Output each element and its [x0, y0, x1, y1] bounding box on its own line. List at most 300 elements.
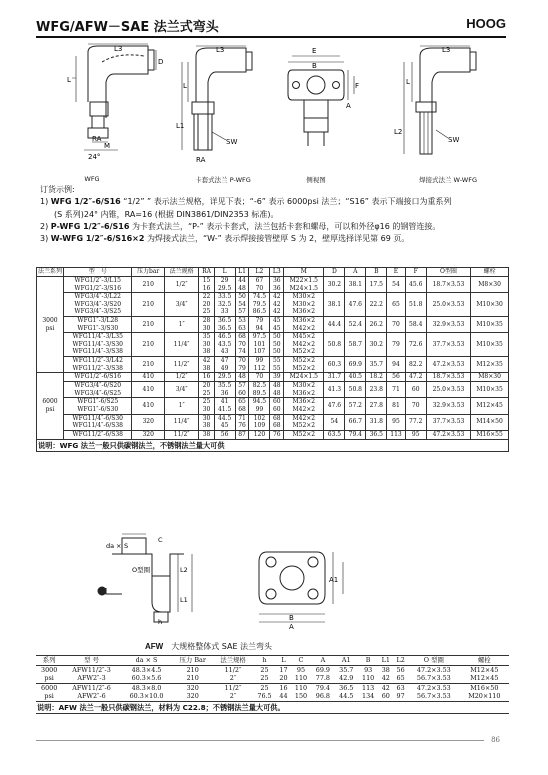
column-header: L1: [235, 268, 249, 277]
d-cell: 63.5: [324, 430, 345, 439]
series-cell: psi: [36, 674, 62, 683]
m-cell-line: M24×1.5: [289, 373, 318, 381]
model-cell-line: WFG3/4″-3/L22: [74, 293, 121, 301]
model-cell-line: WFG1/2″-3/S16: [74, 284, 122, 292]
label-sw: SW: [226, 138, 238, 146]
l-cell-line: 43: [220, 348, 229, 356]
das-cell: 60.3×5.6: [121, 674, 173, 683]
column-header: L2: [393, 656, 408, 666]
a-cell: 57.2: [345, 398, 366, 414]
l2-cell-line: 101: [253, 340, 266, 348]
l3-cell-line: 60: [272, 398, 281, 406]
l1-cell-line: 44: [238, 277, 246, 284]
label-b: B: [289, 614, 294, 622]
m-cell: [284, 316, 324, 332]
l3-cell: [270, 430, 284, 439]
size-cell: 11/2″: [224, 683, 242, 692]
size-cell: 11/2″: [224, 665, 242, 674]
ra-cell-line: 30: [202, 405, 211, 413]
l2-cell-line: 74.5: [252, 293, 267, 301]
l2-cell: [249, 356, 270, 372]
column-header: 法兰系列: [38, 268, 63, 275]
oring-cell: 32.9×3.53: [426, 398, 471, 414]
pressure-cell: 410: [132, 373, 164, 382]
size-cell: 3/4″: [164, 382, 199, 398]
table-row: [36, 665, 509, 674]
l-cell-line: 36: [220, 389, 229, 397]
model-cell: [64, 333, 132, 357]
l-cell: [214, 414, 235, 430]
column-header: 型 号: [64, 268, 132, 277]
l2-cell-line: 89.5: [252, 389, 267, 397]
l1-cell-line: 68: [238, 333, 246, 341]
model-cell: AFW11/2″-3: [72, 665, 111, 674]
d-cell: 60.3: [324, 356, 345, 372]
ra-cell-line: 20: [202, 382, 211, 390]
label-da: da: [106, 542, 115, 550]
table-row: [37, 277, 509, 293]
f-cell: 72.6: [405, 333, 426, 357]
table-row: [36, 674, 509, 683]
l1-cell: 42: [378, 674, 393, 683]
bolt-cell: M16×50: [470, 683, 499, 692]
size-cell: 2″: [213, 674, 253, 683]
l-cell: [214, 373, 235, 382]
column-header: 法兰规格: [213, 656, 253, 666]
oring-cell: 18.7×3.53: [426, 373, 471, 382]
ra-cell-line: 38: [202, 430, 211, 438]
pressure-cell: 320: [186, 683, 199, 692]
bolt-cell: M20×110: [468, 692, 501, 701]
l1-cell-line: 53: [238, 316, 246, 324]
l1-cell-line: 70: [238, 340, 246, 348]
label-l: L: [183, 82, 187, 90]
model-cell-line: WFG1″-3/S30: [77, 324, 119, 332]
oring-cell: 47.2×3.53: [416, 665, 451, 674]
h-cell: 76.5: [257, 692, 272, 701]
model-cell-line: WFG11/4″-3/S38: [72, 348, 123, 356]
l-cell-line: 35.5: [217, 382, 232, 390]
a1-cell: 42.9: [335, 674, 358, 683]
a-cell: 40.5: [345, 373, 366, 382]
l-cell-line: 41: [220, 398, 229, 406]
m-cell-line: M52×2: [292, 430, 316, 438]
m-cell: [284, 356, 324, 372]
table-row: [37, 333, 509, 357]
a-cell: 38.1: [345, 277, 366, 293]
m-cell-line: M52×2: [292, 348, 316, 356]
l2-cell-line: 120: [253, 430, 266, 438]
label-c: C: [158, 536, 163, 544]
e-cell: 95: [387, 414, 406, 430]
model-cell-line: WFG11/4″-6/S38: [72, 422, 123, 430]
l1-cell-line: 71: [238, 414, 246, 422]
label-ra: RA: [196, 156, 206, 164]
l2-cell-line: 109: [253, 422, 266, 430]
size-cell: 1″: [164, 316, 199, 332]
caption-side-view: 侧视图: [306, 176, 326, 184]
f-cell: 47.2: [405, 373, 426, 382]
f-cell: 95: [405, 430, 426, 439]
m-cell-line: M52×2: [292, 364, 316, 372]
oring-cell: 37.7×3.53: [426, 414, 471, 430]
caption-w-wfg: 焊接式法兰 W-WFG: [418, 176, 477, 184]
h-cell: 25: [260, 683, 269, 692]
label-l3: L3: [442, 46, 451, 54]
f-cell: 58.4: [405, 316, 426, 332]
model-cell-line: WFG3/4″-3/S25: [74, 308, 122, 316]
oring-cell: 47.2×3.53: [426, 430, 471, 439]
model-cell: [64, 398, 132, 414]
l2-cell: [249, 277, 270, 293]
l1-cell: 38: [381, 665, 390, 674]
column-header: da × S: [121, 656, 173, 666]
table-header-row: [36, 656, 509, 666]
page-number: 86: [491, 736, 500, 744]
ra-cell-line: 16: [202, 284, 211, 292]
b-cell: 23.8: [366, 382, 387, 398]
model-cell-line: WFG1/2″-3/L15: [74, 277, 121, 284]
l-cell-line: 47: [220, 356, 229, 364]
series-cell: 6000: [41, 683, 58, 692]
column-header: A: [311, 656, 334, 666]
size-cell: 1/2″: [164, 277, 199, 293]
m-cell: [284, 333, 324, 357]
l2-cell: [249, 293, 270, 317]
column-header: 法兰规格: [164, 268, 199, 277]
size-cell: 11/2″: [164, 356, 199, 372]
ra-cell-line: 38: [202, 348, 211, 356]
model-cell: AFW2″-3: [62, 674, 120, 683]
l-cell: 17: [279, 665, 288, 674]
l1-cell-line: 57: [238, 382, 246, 390]
order-line: 3) W-WFG 1/2″-6/S16×2 为焊接式法兰，“W-” 表示焊接接管壁厚 S 为 2，壁厚选择详见第 69 页。: [40, 234, 410, 244]
m-cell: [284, 430, 324, 439]
e-cell: 81: [387, 398, 406, 414]
m-cell-line: M45×2: [292, 333, 316, 341]
column-header: L3: [270, 268, 284, 277]
column-header: A1: [335, 656, 358, 666]
model-cell: AFW2″-6: [77, 692, 106, 701]
bolt-cell: M10×35: [471, 382, 509, 398]
l1-cell: [235, 382, 249, 398]
l2-cell-line: 79: [255, 316, 264, 324]
f-cell: 60: [405, 382, 426, 398]
l2-cell: [249, 430, 270, 439]
m-cell-line: M36×2: [292, 316, 316, 324]
l2-cell-line: 67: [255, 277, 264, 284]
column-header: 螺栓: [471, 268, 509, 277]
l1-cell-line: 63: [238, 324, 246, 332]
m-cell-line: M30×2: [292, 300, 316, 308]
l3-cell-line: 50: [272, 340, 281, 348]
table-row: [37, 356, 509, 372]
b-cell: 30.2: [366, 333, 387, 357]
model-cell: [64, 277, 132, 293]
das-cell: 48.3×8.0: [131, 683, 162, 692]
bolt-cell: M8×30: [471, 373, 509, 382]
l2-cell: 63: [396, 683, 405, 692]
column-header: h: [253, 656, 276, 666]
m-cell-line: M30×2: [292, 382, 316, 390]
afw-section-title: AFW 大规格整体式 SAE 法兰弯头: [145, 642, 273, 651]
m-cell-line: M42×2: [292, 414, 316, 422]
oring-cell: 25.0×3.53: [426, 293, 471, 317]
l2-cell-line: 70: [255, 373, 264, 381]
l1-cell: [235, 277, 249, 293]
pressure-cell: 210: [132, 316, 164, 332]
l3-cell-line: 60: [272, 405, 281, 413]
l3-cell-line: 36: [272, 284, 281, 292]
label-l3: L3: [114, 45, 123, 53]
a-cell: 58.7: [345, 333, 366, 357]
column-header: 型 号: [62, 656, 120, 666]
brand-name: HOOG: [466, 16, 506, 31]
d-cell: 47.6: [324, 398, 345, 414]
l-cell-line: 29.5: [217, 284, 232, 292]
order-heading: 订货示例:: [40, 185, 75, 194]
model-cell-line: WFG11/4″-3/S30: [72, 340, 123, 348]
m-cell-line: M30×2: [292, 293, 316, 301]
l1-cell: 60: [381, 692, 390, 701]
table-row: [37, 414, 509, 430]
m-cell-line: M36×2: [292, 398, 316, 406]
ra-cell: [199, 316, 214, 332]
m-cell-line: M42×2: [292, 324, 316, 332]
m-cell-line: M24×1.5: [289, 284, 318, 292]
column-header: O型圈: [426, 268, 471, 277]
l2-cell: 56: [396, 665, 405, 674]
column-header: O 型圈: [408, 656, 460, 666]
l-cell: [214, 398, 235, 414]
model-cell-line: WFG3/4″-3/S20: [74, 300, 122, 308]
size-cell: 1″: [164, 398, 199, 414]
model-cell-line: WFG11/4″-6/S30: [72, 414, 123, 422]
model-cell: AFW11/2″-6: [72, 683, 111, 692]
side-view-drawing: [282, 42, 362, 167]
l-cell-line: 33.5: [217, 293, 232, 301]
e-cell: 65: [387, 293, 406, 317]
ra-cell-line: 30: [202, 340, 211, 348]
e-cell: 113: [387, 430, 406, 439]
pressure-cell: 410: [132, 398, 164, 414]
table-row: [37, 398, 509, 414]
ra-cell: [199, 414, 214, 430]
column-header: L1: [378, 656, 393, 666]
m-cell: [284, 382, 324, 398]
b-cell: 93: [364, 665, 373, 674]
column-header: L2: [249, 268, 270, 277]
size-cell: 2″: [229, 692, 237, 701]
label-l1: L1: [176, 122, 185, 130]
column-header: L: [214, 268, 235, 277]
column-header: 压力 Bar: [172, 656, 213, 666]
bolt-cell: M12×45: [460, 674, 509, 683]
d-cell: 30.2: [324, 277, 345, 293]
model-cell: [64, 293, 132, 317]
label-a: A: [289, 623, 294, 630]
m-cell: [284, 293, 324, 317]
l3-cell-line: 42: [272, 300, 281, 308]
m-cell-line: M52×2: [292, 422, 316, 430]
l2-cell-line: 94: [255, 324, 264, 332]
l1-cell: [235, 398, 249, 414]
m-cell-line: M36×2: [292, 389, 316, 397]
l3-cell: [270, 356, 284, 372]
page-title: WFG/AFW－SAE 法兰式弯头: [36, 20, 219, 35]
l2-cell: [249, 333, 270, 357]
b-cell: 36.5: [366, 430, 387, 439]
order-examples: [40, 184, 452, 245]
l1-cell: [235, 430, 249, 439]
a-cell: 52.4: [345, 316, 366, 332]
b-cell: 17.5: [366, 277, 387, 293]
b-cell: 18.2: [366, 373, 387, 382]
bolt-cell: M10×30: [471, 293, 509, 317]
a-cell: 96.8: [315, 692, 330, 701]
l3-cell: [270, 293, 284, 317]
pressure-cell: 210: [132, 333, 164, 357]
column-header: E: [387, 268, 406, 277]
a-cell: 79.4: [315, 683, 330, 692]
ra-cell-line: 35: [202, 333, 211, 341]
ra-cell-line: 28: [202, 316, 211, 324]
f-cell: 77.2: [405, 414, 426, 430]
model-cell: [64, 373, 132, 382]
l1-cell-line: 65: [238, 398, 246, 406]
label-l1: L1: [180, 596, 188, 604]
l1-cell-line: 76: [238, 422, 246, 430]
a-cell: 69.9: [315, 665, 330, 674]
d-cell: 38.1: [324, 293, 345, 317]
l3-cell-line: 50: [272, 348, 281, 356]
a-cell: 77.8: [311, 674, 334, 683]
bolt-cell: M14×50: [471, 414, 509, 430]
l2-cell-line: 107: [253, 348, 266, 356]
ra-cell-line: 15: [202, 277, 211, 284]
c-cell: 150: [294, 692, 308, 701]
l-cell: 20: [276, 674, 291, 683]
table-note-row: [36, 701, 509, 713]
series-cell: 3000: [41, 665, 58, 674]
table-header-row: [37, 268, 509, 277]
l1-cell: [235, 293, 249, 317]
pressure-cell: 320: [132, 414, 164, 430]
model-cell-line: WFG11/2″-3/S38: [72, 364, 123, 372]
wfg-drawing: [58, 42, 168, 162]
m-cell-line: M52×2: [292, 356, 316, 364]
l2-cell-line: 86.5: [252, 308, 267, 316]
a-cell: 50.8: [345, 382, 366, 398]
pressure-cell: 210: [132, 293, 164, 317]
h-cell: 25: [260, 665, 269, 674]
column-header: 螺栓: [460, 656, 509, 666]
ra-cell-line: 25: [202, 398, 211, 406]
pressure-cell: 210: [132, 356, 164, 372]
l-cell-line: 56: [220, 430, 229, 438]
label-s: S: [124, 542, 129, 550]
e-cell: 56: [387, 373, 406, 382]
b-cell: 35.7: [366, 356, 387, 372]
ra-cell-line: 38: [202, 422, 211, 430]
column-header: A: [345, 268, 366, 277]
a1-cell: 36.5: [339, 683, 354, 692]
pressure-cell: 410: [132, 382, 164, 398]
label-h: h: [158, 618, 163, 626]
label-ra: RA: [92, 135, 102, 143]
l1-cell-line: 48: [238, 373, 246, 381]
b-cell: 31.8: [366, 414, 387, 430]
oring-cell: 37.7×3.53: [426, 333, 471, 357]
e-cell: 71: [387, 382, 406, 398]
header-rule: [36, 36, 506, 38]
l1-cell-line: 60: [238, 389, 246, 397]
l3-cell-line: 42: [272, 293, 281, 301]
table-note-row: [37, 439, 509, 451]
ra-cell-line: 25: [202, 308, 211, 316]
column-header: C: [291, 656, 311, 666]
pressure-cell: 320: [132, 430, 164, 439]
l1-cell: 42: [381, 683, 390, 692]
model-cell-line: WFG1″-6/S30: [77, 405, 119, 413]
a1-cell: 35.7: [339, 665, 354, 674]
l3-cell-line: 48: [272, 389, 281, 397]
table-row: [36, 683, 509, 692]
b-cell: 113: [362, 683, 375, 692]
label-a1: A1: [329, 576, 339, 584]
ra-cell: [199, 356, 214, 372]
label-b: B: [312, 62, 317, 70]
model-cell-line: WFG1″-6/S25: [77, 398, 119, 406]
l-cell: [214, 382, 235, 398]
l1-cell-line: 68: [238, 405, 246, 413]
l1-cell-line: 70: [238, 356, 246, 364]
m-cell-line: M42×2: [292, 405, 316, 413]
l-cell-line: 29.5: [217, 373, 232, 381]
m-cell: [284, 277, 324, 293]
pressure-cell: 210: [172, 674, 213, 683]
b-cell: 110: [358, 674, 378, 683]
oring-cell: 56.7×3.53: [416, 692, 451, 701]
a-cell: 47.6: [345, 293, 366, 317]
afw-spec-table: [36, 655, 509, 714]
column-header: F: [405, 268, 426, 277]
ra-cell-line: 42: [202, 356, 211, 364]
ra-cell-line: 30: [202, 324, 211, 332]
oring-cell: 47.2×3.53: [416, 683, 451, 692]
column-header: M: [284, 268, 324, 277]
m-cell: [284, 398, 324, 414]
f-cell: 82.2: [405, 356, 426, 372]
l3-cell-line: 55: [272, 356, 281, 364]
l3-cell-line: 68: [272, 422, 281, 430]
oring-cell: 32.9×3.53: [426, 316, 471, 332]
model-cell-line: WFG3/4″-6/S25: [74, 389, 122, 397]
l3-cell-line: 39: [272, 373, 281, 381]
model-cell-line: WFG3/4″-6/S20: [74, 382, 122, 390]
bolt-cell: M10×35: [471, 333, 509, 357]
column-header: L: [276, 656, 291, 666]
pressure-cell: 210: [132, 277, 164, 293]
label-f: F: [355, 82, 360, 90]
column-header: 系列: [36, 656, 62, 666]
h-cell: 25: [253, 674, 276, 683]
l-cell-line: 32.5: [217, 300, 232, 308]
b-cell: 27.8: [366, 398, 387, 414]
l2-cell: [249, 373, 270, 382]
l2-cell: [249, 398, 270, 414]
f-cell: 45.6: [405, 277, 426, 293]
